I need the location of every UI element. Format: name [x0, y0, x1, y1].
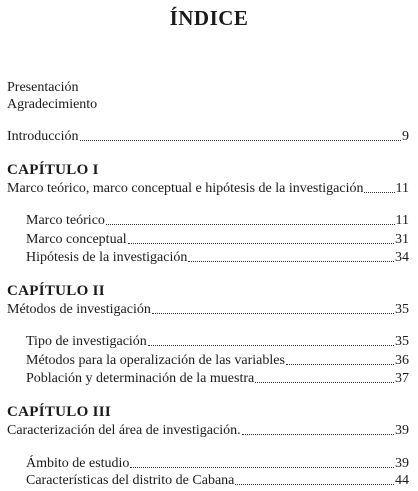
toc-entry-label: Marco conceptual [26, 232, 127, 247]
toc-entry-label: Métodos de investigación [7, 302, 151, 317]
toc-entry-label: Ámbito de estudio [26, 456, 130, 471]
toc-entry-label: Tipo de investigación [26, 334, 147, 349]
leader-dots [80, 140, 401, 141]
toc-subentry [26, 249, 409, 266]
chapter-heading: CAPÍTULO III [7, 404, 112, 420]
toc-page-number: 9 [402, 129, 409, 144]
toc-subentry [26, 455, 409, 472]
page-title: ÍNDICE [169, 6, 249, 30]
toc-entry-label: Población y determinación de la muestra [26, 371, 255, 386]
toc-page-number: 39 [395, 456, 409, 471]
toc-page-number: 44 [395, 473, 409, 488]
leader-dots [152, 313, 394, 314]
chapter-heading: CAPÍTULO II [7, 283, 105, 299]
toc-page-number: 36 [395, 353, 409, 368]
toc-entry-label: Introducción [7, 129, 79, 144]
leader-dots [130, 467, 394, 468]
toc-subentry [26, 231, 409, 248]
toc-introduccion [7, 128, 409, 145]
chapter-heading: CAPÍTULO I [7, 162, 99, 178]
leader-dots [364, 192, 394, 193]
toc-page-number: 37 [395, 371, 409, 386]
toc-agradecimiento: Agradecimiento [7, 97, 98, 112]
leader-dots [128, 243, 394, 244]
toc-presentacion: Presentación [7, 80, 79, 95]
leader-dots [255, 382, 394, 383]
toc-page-number: 11 [395, 181, 409, 196]
toc-subentry [26, 333, 409, 350]
leader-dots [148, 345, 394, 346]
leader-dots [188, 261, 394, 262]
leader-dots [235, 484, 394, 485]
toc-entry-label: Hipótesis de la investigación [26, 250, 188, 265]
toc-subentry [26, 352, 409, 369]
toc-subentry [26, 472, 409, 489]
leader-dots [242, 434, 394, 435]
toc-entry-label: Métodos para la operalización de las variables [26, 353, 285, 368]
toc-page-number: 39 [395, 423, 409, 438]
toc-entry [7, 301, 409, 318]
toc-page-number: 35 [395, 302, 409, 317]
toc-page-number: 31 [395, 232, 409, 247]
toc-page-number: 35 [395, 334, 409, 349]
toc-entry-label: Características del distrito de Cabana [26, 473, 235, 488]
toc-entry-label: Caracterización del área de investigación. [7, 423, 241, 438]
leader-dots [286, 364, 394, 365]
toc-entry [7, 180, 409, 197]
toc-subentry [26, 212, 409, 229]
leader-dots [106, 224, 395, 225]
toc-page-number: 11 [395, 213, 409, 228]
toc-entry-label: Marco teórico, marco conceptual e hipótesis de la investigación [7, 181, 364, 196]
toc-subentry [26, 370, 409, 387]
toc-entry-label: Marco teórico [26, 213, 105, 228]
toc-page-number: 34 [395, 250, 409, 265]
toc-entry [7, 422, 409, 439]
